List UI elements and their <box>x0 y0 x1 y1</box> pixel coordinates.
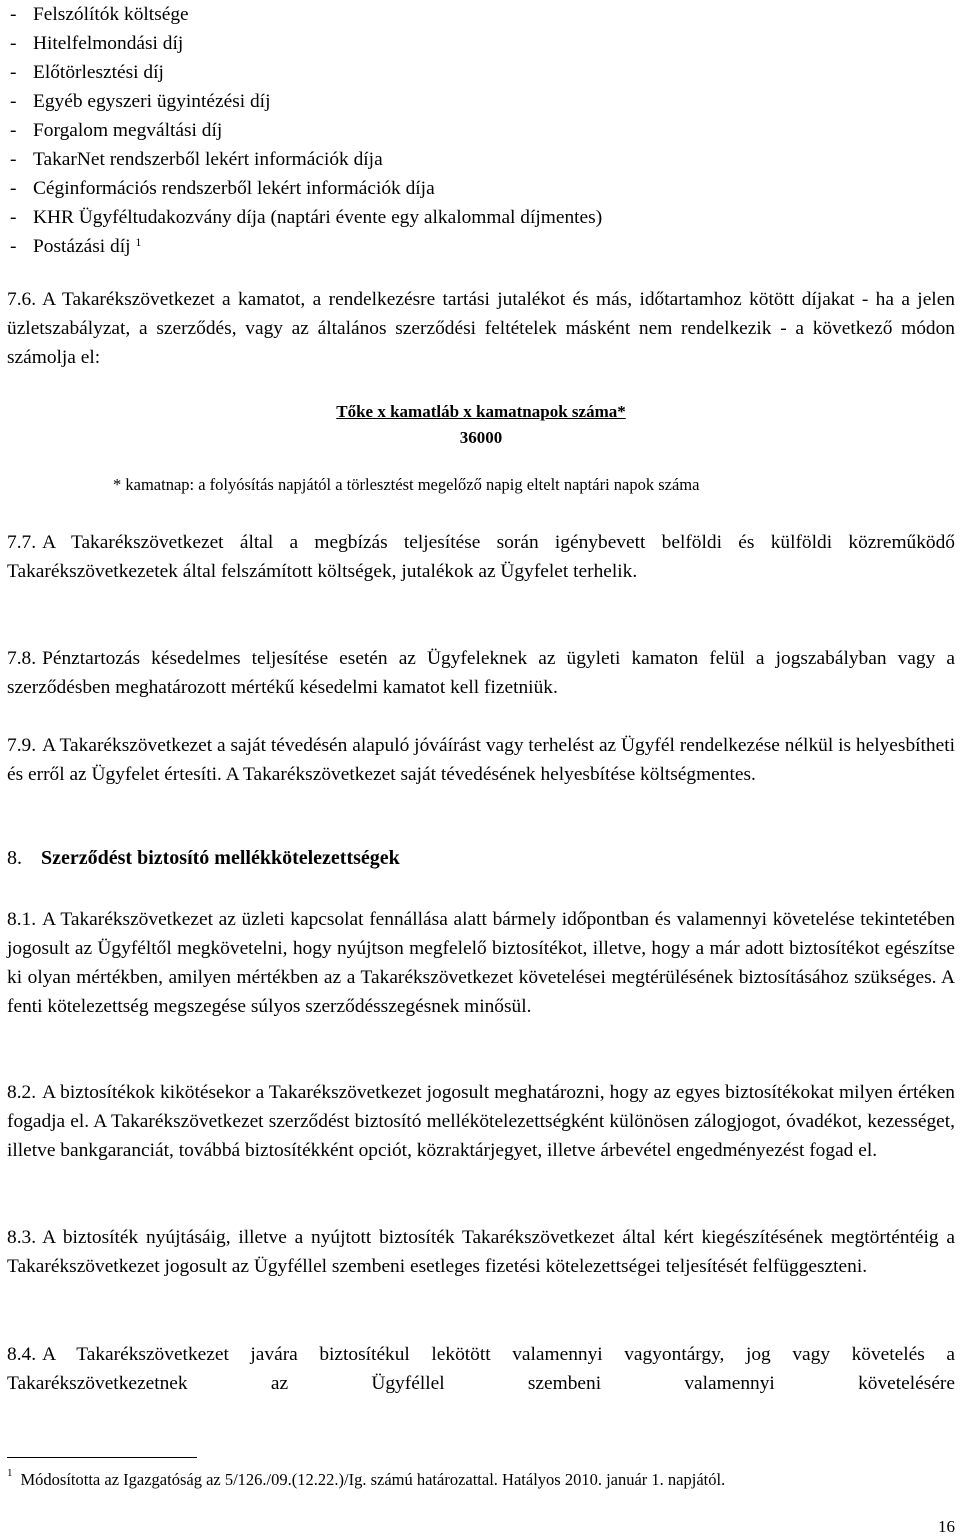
list-item: - Céginformációs rendszerből lekért információk díja <box>10 178 435 199</box>
fee-list <box>7 0 602 261</box>
list-item: - Forgalom megváltási díj <box>10 120 223 141</box>
section-8-3: 8.3. A biztosíték nyújtásáig, illetve a nyújtott biztosíték Takarékszövetkezet által kért kiegészítésének megtörténtéig a Takarékszövetkezet jogosult az Ügyféllel szembeni esetleges fizetési kötelezettségei teljesítését felfüggeszteni. <box>7 1227 955 1277</box>
list-item: - TakarNet rendszerből lekért információk díja <box>10 149 383 170</box>
footnote-mark: 1 <box>7 1467 13 1479</box>
interest-formula <box>7 402 955 448</box>
page-number: 16 <box>938 1517 955 1536</box>
formula-denominator: 36000 <box>459 428 503 447</box>
section-7-7: 7.7. A Takarékszövetkezet által a megbízás teljesítése során igénybevett belföldi és külföldi közreműködő Takarékszövetkezetek által felszámított költségek, jutalékok az Ügyfelet terhelik. <box>7 532 955 582</box>
formula-note: * kamatnap: a folyósítás napjától a törlesztést megelőző napig eltelt naptári napok száma <box>113 475 700 494</box>
section-heading-8: 8. Szerződést biztosító mellékkötelezettségek <box>7 847 400 869</box>
section-8-2: 8.2. A biztosítékok kikötésekor a Takarékszövetkezet jogosult meghatározni, hogy az egyes biztosítékokat milyen értéken fogadja el. A Takarékszövetkezet szerződést biztosító mellékötelezettségként különösen zálogjogot, óvadékot, kezességet, illetve bankgaranciát, továbbá biztosítékként opciót, közraktárjegyet, illetve árbevétel engedményezést fogad el. <box>7 1082 955 1161</box>
list-item: - Hitelfelmondási díj <box>10 33 184 54</box>
section-7-6: 7.6. A Takarékszövetkezet a kamatot, a rendelkezésre tartási jutalékot és más, időtartamhoz kötött díjakat - ha a jelen üzletszabályzat, a szerződés, vagy az általános szerződési feltételek másként nem rendelkezik - a következő módon számolja el: <box>7 289 955 368</box>
formula-numerator: Tőke x kamatláb x kamatnapok száma* <box>336 402 626 421</box>
footnote-ref: 1 <box>135 235 142 249</box>
list-item: - Egyéb egyszeri ügyintézési díj <box>10 91 271 112</box>
footnote: $^1$ Módosította az Igazgatóság az 5/126./09.(12.22.)/Ig. számú határozattal. Hatályos 2010. január 1. napjától. <box>7 1467 726 1489</box>
list-item: - Felszólítók költsége <box>10 4 189 25</box>
list-item: - Postázási díj $^1$ <box>10 235 142 257</box>
section-7-9: 7.9. A Takarékszövetkezet a saját tévedésén alapuló jóváírást vagy terhelést az Ügyfél rendelkezése nélkül is helyesbítheti és erről az Ügyfelet értesíti. A Takarékszövetkezet saját tévedésének helyesbítése költségmentes. <box>7 735 955 785</box>
list-item: - KHR Ügyféltudakozvány díja (naptári évente egy alkalommal díjmentes) <box>10 207 603 228</box>
section-7-8: 7.8. Pénztartozás késedelmes teljesítése esetén az Ügyfeleknek az ügyleti kamaton felül a jogszabályban vagy a szerződésben meghatározott mértékű késedelmi kamatot kell fizetniük. <box>7 648 955 698</box>
footnote-separator <box>7 1457 197 1458</box>
section-8-1: 8.1. A Takarékszövetkezet az üzleti kapcsolat fennállása alatt bármely időpontban és valamennyi követelése tekintetében jogosult az Ügyféltől megkövetelni, hogy nyújtson megfelelő biztosítékot, illetve, hogy a már adott biztosítékot egészítse ki olyan mértékben, amilyen mértékben az a Takarékszövetkezet követelései megtérülésének biztosításához szükséges. A fenti kötelezettség megszegése súlyos szerződésszegésnek minősül. <box>7 909 955 1017</box>
list-item: - Előtörlesztési díj <box>10 62 164 83</box>
section-8-4: 8.4. A Takarékszövetkezet javára biztosítékul lekötött valamennyi vagyontárgy, jog vagy követelés a Takarékszövetkezetnek az Ügyféllel szembeni valamennyi követelésére <box>7 1344 955 1394</box>
